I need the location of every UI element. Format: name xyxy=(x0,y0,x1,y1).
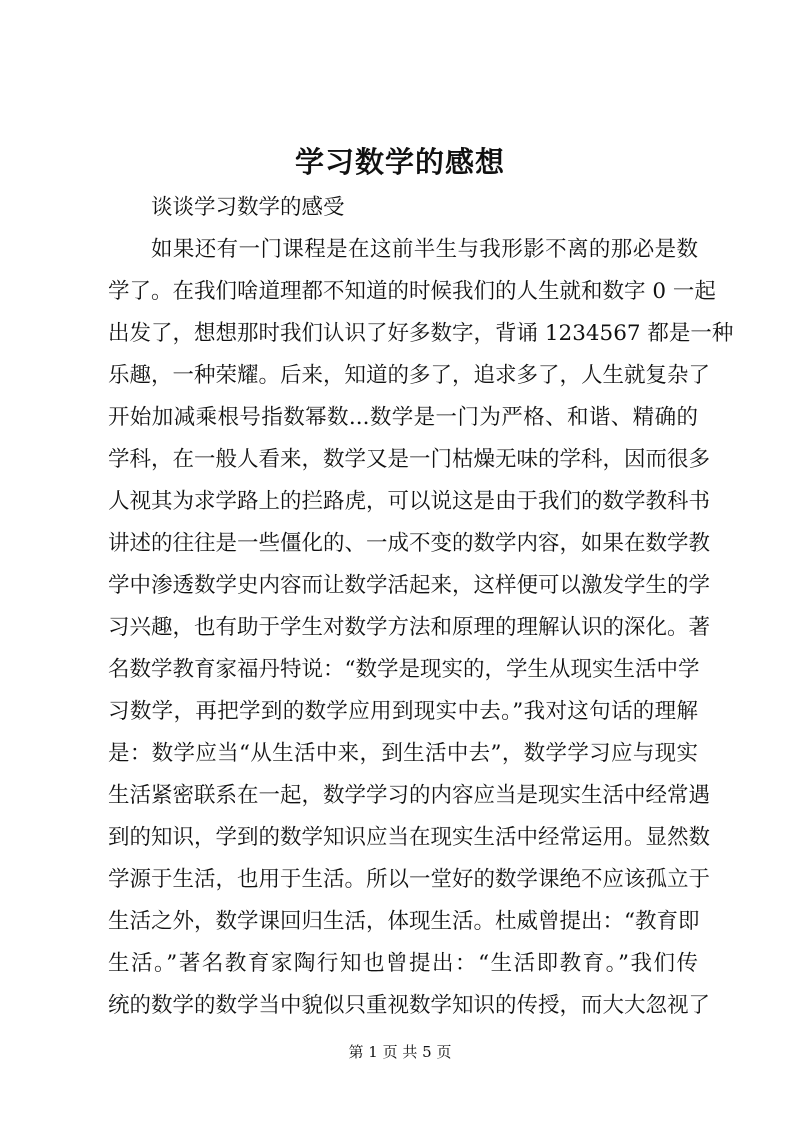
paragraph-line: 讲述的往往是一些僵化的、一成不变的数学内容，如果在数学教 xyxy=(108,531,711,556)
document-title: 学习数学的感想 xyxy=(294,145,505,179)
document-subtitle: 谈谈学习数学的感受 xyxy=(151,195,345,220)
paragraph-line: 统的数学的数学当中貌似只重视数学知识的传授，而大大忽视了 xyxy=(108,993,711,1018)
paragraph-line: 学中渗透数学史内容而让数学活起来，这样便可以激发学生的学 xyxy=(108,573,711,598)
paragraph-line: 习数学，再把学到的数学应用到现实中去。”我对这句话的理解 xyxy=(108,699,698,724)
page-number-footer: 第 1 页 共 5 页 xyxy=(348,1043,452,1061)
paragraph-line: 人视其为求学路上的拦路虎，可以说这是由于我们的数学教科书 xyxy=(108,489,711,514)
paragraph-line: 如果还有一门课程是在这前半生与我形影不离的那必是数 xyxy=(151,237,698,262)
paragraph-line: 学源于生活，也用于生活。所以一堂好的数学课绝不应该孤立于 xyxy=(108,867,711,892)
paragraph-line: 是：数学应当“从生活中来，到生活中去”，数学学习应与现实 xyxy=(108,741,698,766)
paragraph-line: 生活。”著名教育家陶行知也曾提出：“生活即教育。”我们传 xyxy=(108,951,698,976)
paragraph-line: 学科，在一般人看来，数学又是一门枯燥无味的学科，因而很多 xyxy=(108,447,711,472)
paragraph-line: 乐趣，一种荣耀。后来，知道的多了，追求多了，人生就复杂了 xyxy=(108,363,711,388)
paragraph-line: 到的知识，学到的数学知识应当在现实生活中经常运用。显然数 xyxy=(108,825,711,850)
paragraph-line: 生活紧密联系在一起，数学学习的内容应当是现实生活中经常遇 xyxy=(108,783,711,808)
document-body xyxy=(108,187,734,1027)
paragraph-line: 开始加减乘根号指数幂数...数学是一门为严格、和谐、精确的 xyxy=(108,405,698,430)
paragraph-line: 习兴趣，也有助于学生对数学方法和原理的理解认识的深化。著 xyxy=(108,615,711,640)
paragraph-line: 出发了，想想那时我们认识了好多数字，背诵 1234567 都是一种 xyxy=(108,321,734,346)
paragraph-line: 生活之外，数学课回归生活，体现生活。杜威曾提出：“教育即 xyxy=(108,909,700,934)
paragraph-line: 学了。在我们啥道理都不知道的时候我们的人生就和数字 0 一起 xyxy=(108,279,716,304)
paragraph-line: 名数学教育家福丹特说：“数学是现实的，学生从现实生活中学 xyxy=(108,657,700,682)
